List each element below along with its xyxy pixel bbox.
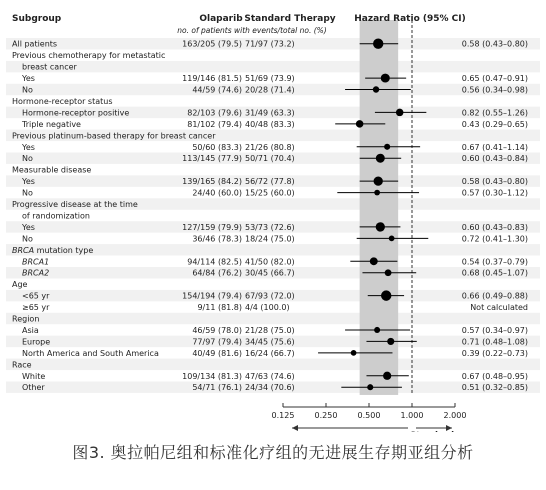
- hr-point: [385, 269, 392, 276]
- row-label: No: [22, 154, 33, 164]
- hazard-ratio-text: 0.67 (0.48–0.95): [461, 371, 528, 381]
- row-label: Hormone-receptor status: [12, 96, 113, 106]
- header-subheader: no. of patients with events/total no. (%): [177, 26, 327, 35]
- standard-events: 20/28 (71.4): [245, 85, 295, 95]
- row-label: Yes: [22, 177, 35, 187]
- row-label: Triple negative: [22, 119, 81, 129]
- standard-events: 4/4 (100.0): [245, 303, 290, 313]
- hr-point: [374, 327, 380, 333]
- hr-point: [384, 144, 390, 150]
- header-hazard-ratio: Hazard Ratio (95% CI): [354, 14, 466, 24]
- olaparib-events: 40/49 (81.6): [192, 348, 242, 358]
- hazard-ratio-text: 0.72 (0.41–1.30): [461, 234, 528, 244]
- row-label: No: [22, 188, 33, 198]
- row-label: Yes: [22, 74, 35, 84]
- olaparib-events: 46/59 (78.0): [192, 325, 242, 335]
- hazard-ratio-text: 0.57 (0.34–0.97): [461, 325, 528, 335]
- hr-point: [374, 176, 383, 185]
- row-label: Asia: [22, 325, 39, 335]
- standard-events: 67/93 (72.0): [245, 291, 295, 301]
- standard-events: 34/45 (75.6): [245, 337, 295, 347]
- hr-point: [381, 290, 391, 300]
- row-label: Yes: [22, 142, 35, 152]
- row-label: Progressive disease at the time: [12, 200, 138, 210]
- hazard-ratio-text: 0.67 (0.41–1.14): [461, 142, 528, 152]
- hr-point: [374, 190, 380, 196]
- hr-point: [376, 154, 385, 163]
- row-label: of randomization: [22, 211, 90, 221]
- row-band: [6, 313, 540, 324]
- row-label: breast cancer: [22, 62, 77, 72]
- hazard-ratio-text: 0.43 (0.29–0.65): [461, 119, 528, 129]
- hazard-ratio-text: 0.58 (0.43–0.80): [461, 39, 528, 49]
- row-band: [6, 61, 540, 72]
- olaparib-events: 44/59 (74.6): [192, 85, 242, 95]
- hr-point: [373, 86, 379, 92]
- row-label: <65 yr: [22, 291, 50, 301]
- hr-point: [356, 120, 364, 128]
- hazard-ratio-text: 0.51 (0.32–0.85): [461, 383, 528, 393]
- hr-point: [387, 338, 394, 345]
- hazard-ratio-text: 0.58 (0.43–0.80): [461, 177, 528, 187]
- hr-point: [370, 257, 378, 265]
- standard-events: 47/63 (74.6): [245, 371, 295, 381]
- olaparib-events: 54/71 (76.1): [192, 383, 242, 393]
- hr-point: [381, 74, 390, 83]
- row-label: BRCA1: [22, 257, 50, 267]
- row-label: BRCA mutation type: [12, 245, 94, 255]
- row-label: North America and South America: [22, 348, 159, 358]
- row-label: Other: [22, 383, 45, 393]
- row-label: BRCA2: [22, 268, 50, 278]
- hazard-ratio-text: 0.82 (0.55–1.26): [461, 108, 528, 118]
- hr-point: [351, 350, 357, 356]
- row-label: All patients: [12, 39, 58, 49]
- header-standard: Standard Therapy: [244, 14, 336, 24]
- standard-events: 18/24 (75.0): [245, 234, 295, 244]
- standard-events: 71/97 (73.2): [245, 39, 295, 49]
- standard-events: 16/24 (66.7): [245, 348, 295, 358]
- olaparib-events: 154/194 (79.4): [182, 291, 242, 301]
- row-label: Yes: [22, 222, 35, 232]
- standard-events: 40/48 (83.3): [245, 119, 295, 129]
- olaparib-events: 82/103 (79.6): [187, 108, 242, 118]
- olaparib-events: 24/40 (60.0): [192, 188, 242, 198]
- olaparib-events: 109/134 (81.3): [182, 371, 242, 381]
- hazard-ratio-text: 0.60 (0.43–0.83): [461, 222, 528, 232]
- x-tick-label: 0.500: [357, 410, 381, 420]
- hazard-ratio-text: 0.71 (0.48–1.08): [461, 337, 528, 347]
- row-label: White: [22, 371, 46, 381]
- standard-events: 15/25 (60.0): [245, 188, 295, 198]
- hazard-ratio-text: 0.60 (0.43–0.84): [461, 154, 528, 164]
- olaparib-events: 64/84 (76.2): [192, 268, 242, 278]
- row-band: [6, 359, 540, 370]
- olaparib-events: 36/46 (78.3): [192, 234, 242, 244]
- standard-events: 41/50 (82.0): [245, 257, 295, 267]
- header-olaparib: Olaparib: [199, 14, 243, 24]
- olaparib-events: 77/97 (79.4): [192, 337, 242, 347]
- olaparib-events: 9/11 (81.8): [197, 303, 242, 313]
- hr-point: [396, 109, 404, 117]
- hazard-ratio-text: 0.39 (0.22–0.73): [461, 348, 528, 358]
- row-label: Europe: [22, 337, 51, 347]
- standard-events: 30/45 (66.7): [245, 268, 295, 278]
- arrow-right-label: [410, 431, 454, 432]
- hr-point: [376, 222, 385, 231]
- hazard-ratio-text: 0.54 (0.37–0.79): [461, 257, 528, 267]
- x-tick-label: 1.000: [400, 410, 424, 420]
- olaparib-events: 113/145 (77.9): [182, 154, 242, 164]
- olaparib-events: 94/114 (82.5): [187, 257, 242, 267]
- hr-point: [367, 384, 373, 390]
- standard-events: 21/28 (75.0): [245, 325, 295, 335]
- row-label: ≥65 yr: [22, 303, 50, 313]
- olaparib-events: 50/60 (83.3): [192, 142, 242, 152]
- hr-point: [389, 236, 395, 242]
- standard-events: 53/73 (72.6): [245, 222, 295, 232]
- row-label: Race: [12, 360, 32, 370]
- olaparib-events: 127/159 (79.9): [182, 222, 242, 232]
- x-tick-label: 0.125: [271, 410, 295, 420]
- x-tick-label: 2.000: [443, 410, 467, 420]
- row-label: Hormone-receptor positive: [22, 108, 130, 118]
- standard-events: 56/72 (77.8): [245, 177, 295, 187]
- row-label: Region: [12, 314, 40, 324]
- hazard-ratio-text: Not calculated: [470, 303, 528, 313]
- standard-events: 50/71 (70.4): [245, 154, 295, 164]
- header-subgroup: Subgroup: [12, 14, 62, 24]
- row-label: No: [22, 234, 33, 244]
- row-label: Age: [12, 280, 28, 290]
- olaparib-events: 163/205 (79.5): [182, 39, 242, 49]
- hazard-ratio-text: 0.68 (0.45–1.07): [461, 268, 528, 278]
- hazard-ratio-text: 0.66 (0.49–0.88): [461, 291, 528, 301]
- hazard-ratio-text: 0.56 (0.34–0.98): [461, 85, 528, 95]
- figure-caption: 图3. 奥拉帕尼组和标准化疗组的无进展生存期亚组分析: [72, 443, 474, 462]
- olaparib-events: 139/165 (84.2): [182, 177, 242, 187]
- arrow-left-head: [292, 425, 298, 431]
- row-label: Previous platinum-based therapy for breast cancer: [12, 131, 216, 141]
- standard-events: 21/26 (80.8): [245, 142, 295, 152]
- x-tick-label: 0.250: [314, 410, 338, 420]
- hazard-ratio-text: 0.65 (0.47–0.91): [461, 74, 528, 84]
- hazard-ratio-text: 0.57 (0.30–1.12): [461, 188, 528, 198]
- olaparib-events: 81/102 (79.4): [187, 119, 242, 129]
- standard-events: 31/49 (63.3): [245, 108, 295, 118]
- standard-events: 24/34 (70.6): [245, 383, 295, 393]
- row-label: Measurable disease: [12, 165, 92, 175]
- hr-point: [373, 39, 383, 49]
- hr-point: [383, 372, 391, 380]
- row-label: Previous chemotherapy for metastatic: [12, 51, 166, 61]
- olaparib-events: 119/146 (81.5): [182, 74, 242, 84]
- standard-events: 51/69 (73.9): [245, 74, 295, 84]
- row-label: No: [22, 85, 33, 95]
